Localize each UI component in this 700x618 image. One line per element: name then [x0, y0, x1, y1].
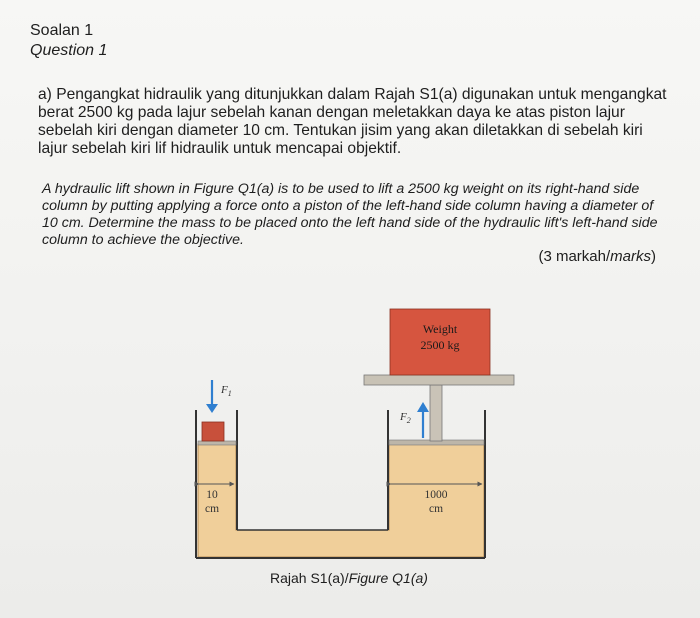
- weight-label-line1: Weight: [422, 322, 458, 336]
- left-diameter-value: 10: [206, 489, 218, 501]
- marks-close: ): [651, 248, 656, 265]
- piston-rod: [430, 385, 442, 441]
- marks-malay: (3 markah/: [538, 248, 611, 265]
- question-title-english: Question 1: [30, 42, 108, 59]
- force-f2-label: $F_2$: [400, 411, 411, 425]
- force-f1-arrow-icon: [206, 404, 218, 413]
- left-piston: [198, 441, 236, 445]
- force-f1-label: $F_1$: [221, 384, 232, 398]
- weight-label-line2: 2500 kg: [420, 338, 460, 352]
- lift-platform: [364, 375, 514, 385]
- left-mass-block: [202, 422, 224, 441]
- right-diameter-unit: cm: [428, 503, 444, 515]
- force-f2-arrow-icon: [417, 402, 429, 412]
- question-text-english: A hydraulic lift shown in Figure Q1(a) is to be used to lift a 2500 kg weight on its right-hand side column by putting applying a force onto a piston of the left-hand side column having a diameter of 10 cm. Determine the mass to be placed onto the left hand side of the hydraulic lift's left-hand side column to achieve the objective.: [42, 181, 658, 248]
- left-diameter-unit: cm: [204, 503, 220, 515]
- question-title-malay: Soalan 1: [30, 22, 94, 39]
- caption-english: Figure Q1(a): [348, 570, 428, 586]
- marks-english: marks: [610, 248, 651, 265]
- figure-caption: [270, 570, 428, 586]
- caption-malay: Rajah S1(a)/: [270, 570, 349, 586]
- question-text-malay: a) Pengangkat hidraulik yang ditunjukkan dalam Rajah S1(a) digunakan untuk mengangkat berat 2500 kg pada lajur sebelah kanan dengan meletakkan daya ke atas piston lajur sebelah kiri dengan diameter 10 cm. Tentukan jisim yang akan diletakkan di sebelah kiri lajur sebelah kiri lif hidraulik untuk mencapai objektif.: [38, 86, 667, 157]
- right-diameter-value: 1000: [424, 489, 448, 501]
